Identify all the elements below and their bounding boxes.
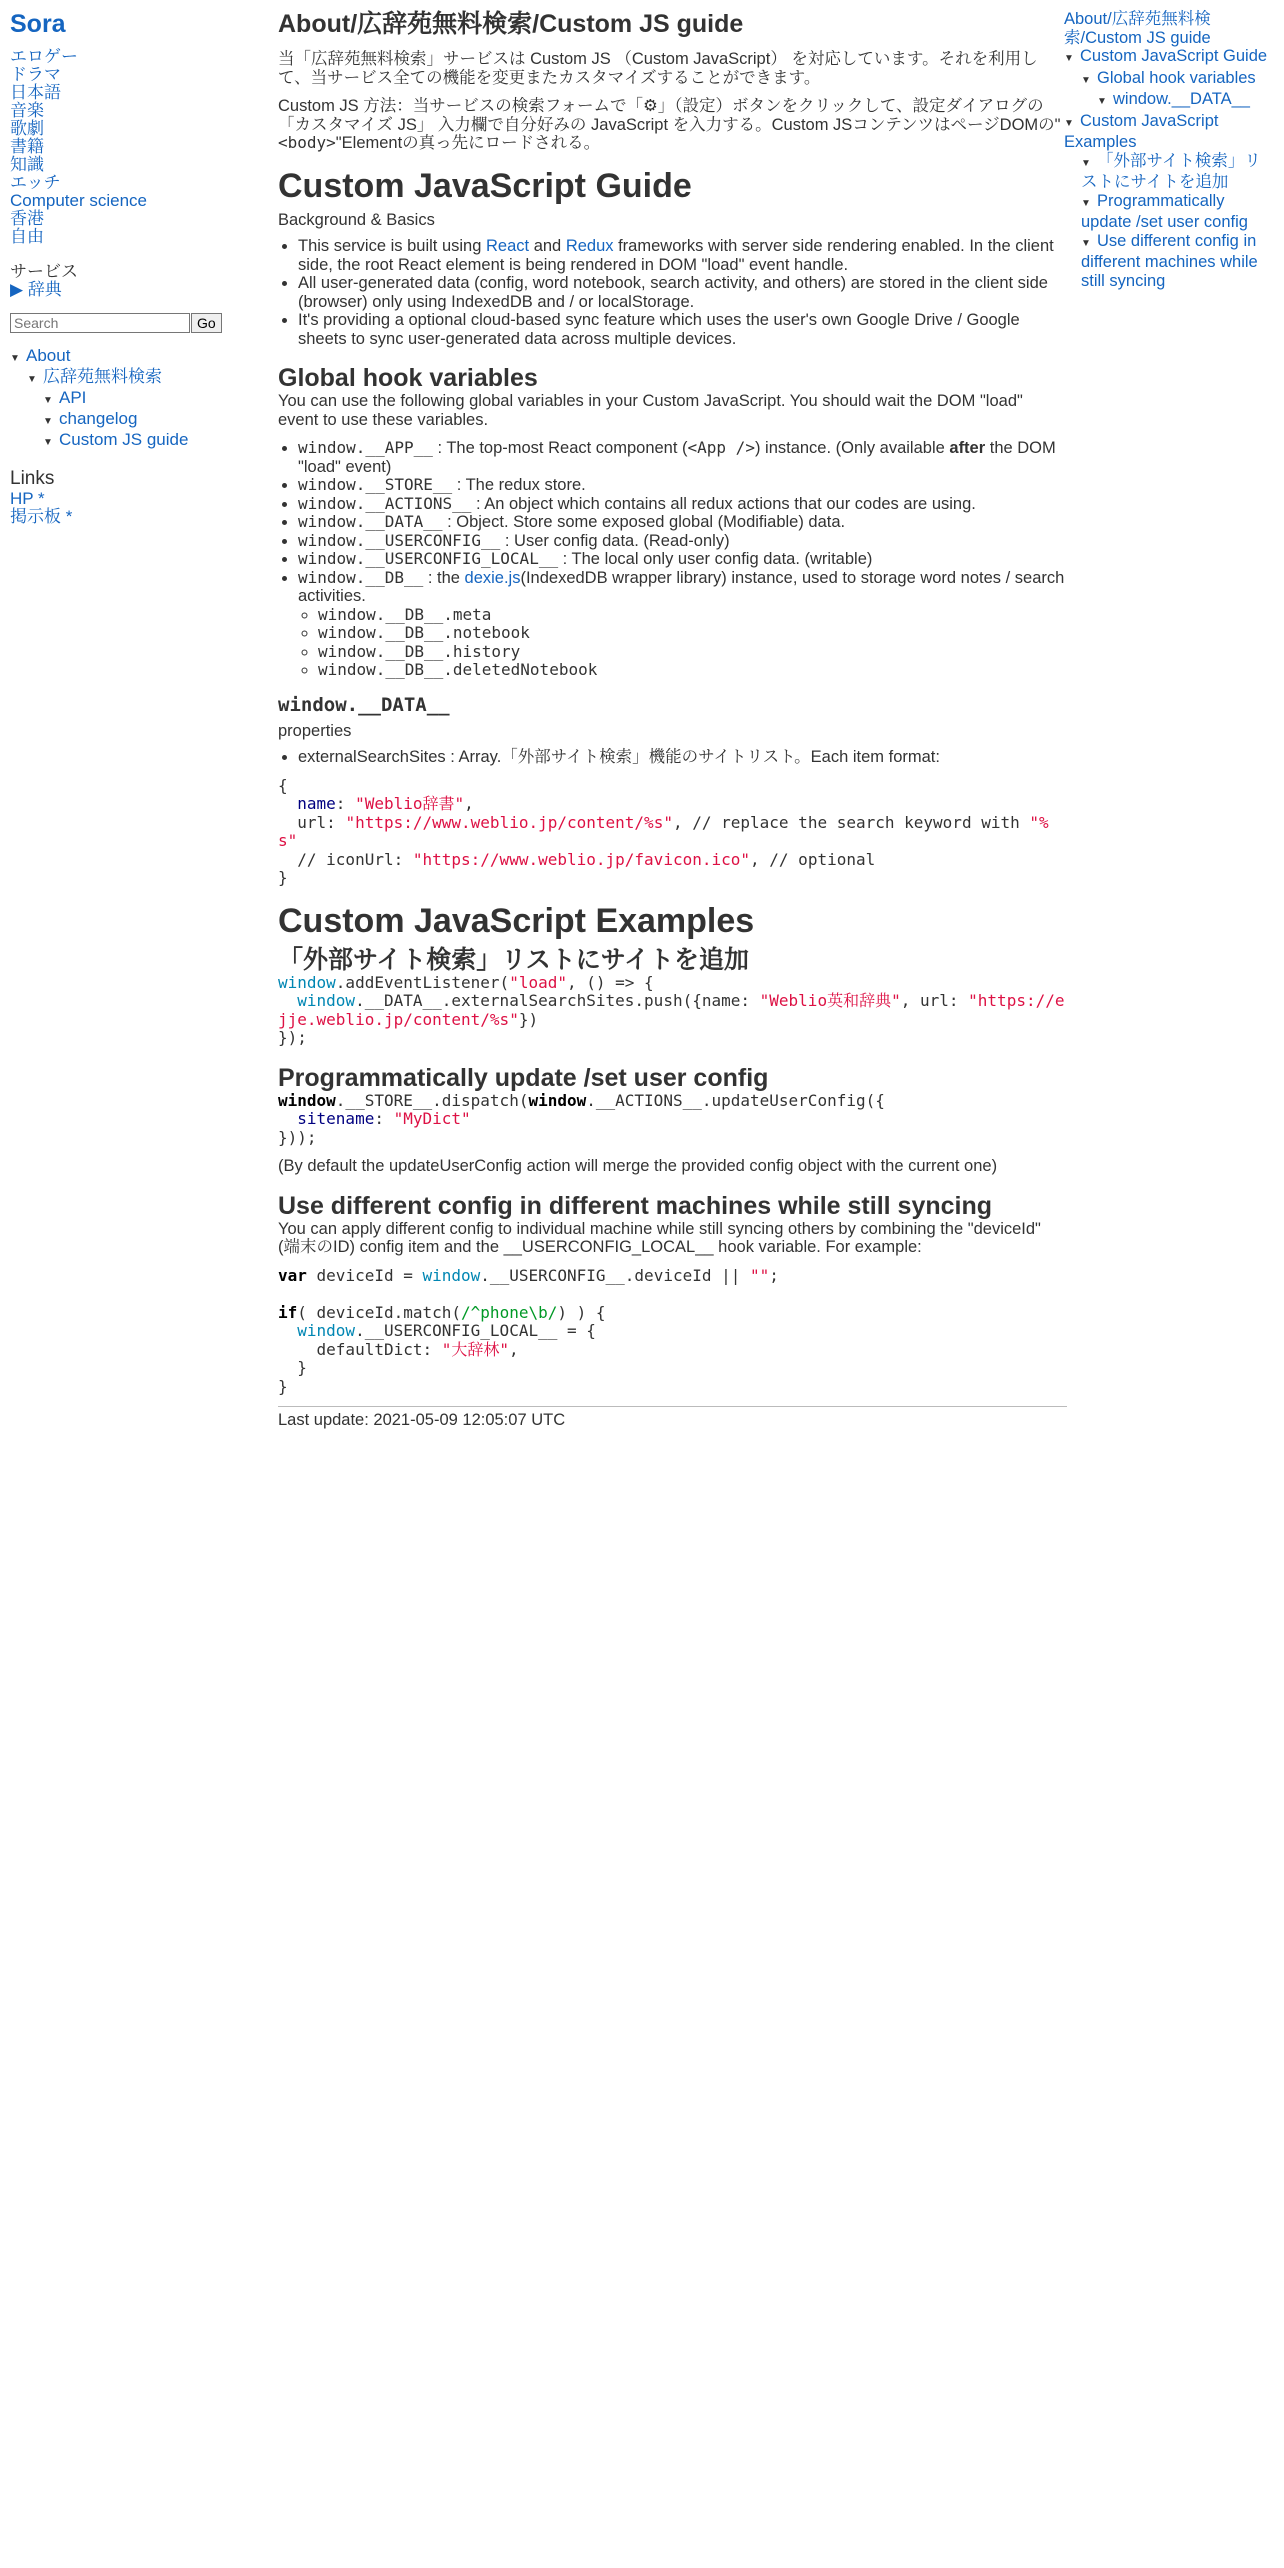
search-go-button[interactable]: Go bbox=[191, 313, 222, 333]
category-link[interactable]: Computer science bbox=[10, 191, 148, 210]
redux-link[interactable]: Redux bbox=[565, 237, 614, 255]
hook-intro: You can use the following global variables in your Custom JavaScript. You should wait the DOM "load" event to use these variables. bbox=[278, 392, 1023, 429]
react-link[interactable]: React bbox=[486, 237, 530, 255]
code-block-example2: window.__STORE__.dispatch(window.__ACTIONS__.updateUserConfig({ sitename: "MyDict" })); bbox=[278, 1090, 885, 1147]
toc-item bbox=[1064, 47, 1274, 69]
link-hp[interactable]: HP * bbox=[10, 489, 45, 508]
list-item: • externalSearchSites : Array.「外部サイト検索」機能のサイトリスト。Each item format: bbox=[298, 748, 1067, 767]
toc-list bbox=[1064, 47, 1274, 290]
hook-item: • window.__ACTIONS__ : An object which contains all redux actions that our codes are using. bbox=[298, 495, 1067, 514]
category-link[interactable]: エッチ bbox=[10, 173, 61, 192]
hook-item: • window.__USERCONFIG__ : User config data. (Read-only) bbox=[298, 532, 1067, 551]
expand-triangle-icon[interactable]: ▼ bbox=[1064, 117, 1074, 129]
tree-item bbox=[10, 389, 260, 410]
tree-link-custom-js-guide[interactable]: Custom JS guide bbox=[59, 430, 189, 449]
toc-link[interactable]: Global hook variables bbox=[1097, 68, 1256, 87]
toc-item bbox=[1064, 192, 1274, 232]
example3-heading: Use different config in different machines while still syncing bbox=[278, 1191, 993, 1220]
toc-item bbox=[1064, 69, 1274, 91]
toc-link[interactable]: 「外部サイト検索」リストにサイトを追加 bbox=[1081, 151, 1261, 191]
category-link[interactable]: 書籍 bbox=[10, 137, 44, 156]
toc-link[interactable]: Programmatically update /set user config bbox=[1081, 191, 1248, 231]
tree-item bbox=[10, 347, 260, 368]
expand-triangle-icon[interactable]: ▼ bbox=[43, 395, 53, 406]
nav-tree bbox=[10, 347, 260, 452]
category-link[interactable]: エロゲー bbox=[10, 47, 78, 66]
category-link[interactable]: 音楽 bbox=[10, 101, 44, 120]
db-sub-list bbox=[298, 606, 1067, 680]
expand-triangle-icon[interactable]: ▼ bbox=[1081, 74, 1091, 86]
page-footer bbox=[278, 1406, 1067, 1430]
search-input[interactable] bbox=[10, 313, 190, 333]
tree-link-changelog[interactable]: changelog bbox=[59, 409, 138, 428]
toc-title-link[interactable]: About/広辞苑無料検索/Custom JS guide bbox=[1064, 10, 1211, 47]
code-block-site-format: { name: "Weblio辞書", url: "https://www.weblio.jp/content/%s", // replace the search keyword with "%s" // iconUrl: "https://www.weblio.jp/favicon.ico", // optional } bbox=[278, 775, 1049, 887]
list-item: • It's providing a optional cloud-based sync feature which uses the user's own Google Drive / Google sheets to sync user-generated data across multiple devices. bbox=[298, 311, 1067, 348]
page-title: About/広辞苑無料検索/Custom JS guide bbox=[278, 10, 744, 38]
expand-triangle-icon[interactable]: ▼ bbox=[43, 437, 53, 448]
expand-triangle-icon[interactable]: ▼ bbox=[1097, 96, 1107, 107]
links-title: Links bbox=[10, 468, 55, 489]
toc-item bbox=[1064, 90, 1274, 112]
link-bbs[interactable]: 掲示板 * bbox=[10, 507, 73, 526]
data-properties-label: properties bbox=[278, 721, 352, 740]
tree-link-about[interactable]: About bbox=[26, 346, 71, 365]
intro-paragraph: 当「広辞苑無料検索」サービスは Custom JS （Custom JavaScript） を対応しています。それを利用して、当サービス全ての機能を変更またカスタマイズすることができます。 bbox=[278, 50, 1038, 87]
hook-item: • window.__DB__ : the dexie.js(IndexedDB wrapper library) instance, used to storage word notes / search activities. ◦ window.__DB__.meta ◦ window.__DB__.notebook ◦ window.__DB__.history ◦ window.__DB__.deletedNotebook bbox=[298, 569, 1067, 680]
db-sub-item: ◦ window.__DB__.deletedNotebook bbox=[318, 661, 1067, 680]
expand-triangle-icon[interactable]: ▼ bbox=[43, 416, 53, 427]
data-heading: window.__DATA__ bbox=[278, 693, 450, 716]
tree-item bbox=[10, 410, 260, 431]
tree-item bbox=[10, 368, 260, 389]
expand-triangle-icon[interactable]: ▼ bbox=[10, 353, 20, 364]
dexie-link[interactable]: dexie.js bbox=[464, 568, 521, 587]
sidebar bbox=[10, 10, 260, 526]
toc-link[interactable]: Custom JavaScript Examples bbox=[1064, 111, 1219, 151]
tree-link-api[interactable]: API bbox=[59, 388, 87, 407]
search-form bbox=[10, 313, 260, 333]
db-sub-item: ◦ window.__DB__.notebook bbox=[318, 624, 1067, 643]
services-dict-link[interactable]: ▶ 辞典 bbox=[10, 280, 62, 299]
example2-heading: Programmatically update /set user config bbox=[278, 1063, 769, 1092]
hook-item: • window.__STORE__ : The redux store. bbox=[298, 476, 1067, 495]
toc-item bbox=[1064, 112, 1274, 152]
hook-list bbox=[278, 439, 1067, 680]
category-list bbox=[10, 48, 260, 246]
expand-triangle-icon[interactable]: ▼ bbox=[1081, 237, 1091, 249]
guide-subtitle: Background & Basics bbox=[278, 210, 435, 229]
main-content bbox=[278, 10, 1067, 1430]
expand-triangle-icon[interactable]: ▼ bbox=[1064, 53, 1074, 64]
hook-item: • window.__USERCONFIG_LOCAL__ : The local only user config data. (writable) bbox=[298, 550, 1067, 569]
guide-heading: Custom JavaScript Guide bbox=[278, 166, 692, 205]
list-item: • All user-generated data (config, word notebook, search activity, and others) are stored in the client side (browser) only using IndexedDB and / or localStorage. bbox=[298, 274, 1067, 311]
db-sub-item: ◦ window.__DB__.history bbox=[318, 643, 1067, 662]
examples-heading: Custom JavaScript Examples bbox=[278, 901, 755, 940]
example2-note: (By default the updateUserConfig action will merge the provided config object with the current one) bbox=[278, 1157, 998, 1175]
services-label: サービス bbox=[10, 262, 78, 281]
toc-item bbox=[1064, 152, 1274, 192]
category-link[interactable]: 歌劇 bbox=[10, 119, 44, 138]
last-update-text: Last update: 2021-05-09 12:05:07 UTC bbox=[278, 1411, 566, 1429]
category-link[interactable]: 知識 bbox=[10, 155, 44, 174]
category-link[interactable]: 自由 bbox=[10, 227, 44, 246]
site-logo-link[interactable]: Sora bbox=[10, 10, 66, 38]
category-link[interactable]: 香港 bbox=[10, 209, 44, 228]
expand-triangle-icon[interactable]: ▼ bbox=[1081, 197, 1091, 209]
category-link[interactable]: 日本語 bbox=[10, 83, 61, 102]
tree-link-kojien[interactable]: 広辞苑無料検索 bbox=[43, 367, 162, 386]
intro-method-paragraph: Custom JS 方法：当サービスの検索フォームで「⚙」（設定）ボタンをクリックして、設定ダイアログの「カスタマイズ JS」 入力欄で自分好みの JavaScript を入力する。Custom JSコンテンツはページDOMの"<body>"Elementの真っ先にロードされる。 bbox=[278, 97, 1061, 152]
code-block-example1: window.addEventListener("load", () => { window.__DATA__.externalSearchSites.push({name: "Weblio英和辞典", url: "https://ejje.weblio.jp/content/%s"}) }); bbox=[278, 972, 1065, 1047]
toc-link[interactable]: Use different config in different machines while still syncing bbox=[1081, 231, 1258, 290]
hook-heading: Global hook variables bbox=[278, 364, 538, 392]
db-sub-item: ◦ window.__DB__.meta bbox=[318, 606, 1067, 625]
toc-item bbox=[1064, 232, 1274, 291]
table-of-contents bbox=[1064, 10, 1274, 290]
background-list bbox=[278, 237, 1067, 348]
example3-intro: You can apply different config to individual machine while still syncing others by combining the "deviceId" (端末のID) config item and the __USERCONFIG_LOCAL__ hook variable. For example: bbox=[278, 1219, 1041, 1256]
tree-item bbox=[10, 431, 260, 452]
example1-heading: 「外部サイト検索」リストにサイトを追加 bbox=[278, 945, 750, 974]
data-props-list bbox=[278, 748, 1067, 767]
toc-link[interactable]: Custom JavaScript Guide bbox=[1080, 47, 1268, 65]
code-block-example3: var deviceId = window.__USERCONFIG__.deviceId || ""; if( deviceId.match(/^phone\b/) ) { window.__USERCONFIG_LOCAL__ = { defaultDict: "大辞林", } } bbox=[278, 1265, 779, 1396]
category-link[interactable]: ドラマ bbox=[10, 65, 61, 84]
list-item: • This service is built using React and Redux frameworks with server side rendering enabled. In the client side, the root React element is being rendered in DOM "load" event handle. bbox=[298, 237, 1067, 274]
hook-item: • window.__DATA__ : Object. Store some exposed global (Modifiable) data. bbox=[298, 513, 1067, 532]
expand-triangle-icon[interactable]: ▼ bbox=[1081, 157, 1091, 169]
toc-link[interactable]: window.__DATA__ bbox=[1113, 90, 1250, 108]
expand-triangle-icon[interactable]: ▼ bbox=[27, 374, 37, 385]
hook-item: • window.__APP__ : The top-most React component (<App />) instance. (Only available after the DOM "load" event) bbox=[298, 439, 1067, 476]
